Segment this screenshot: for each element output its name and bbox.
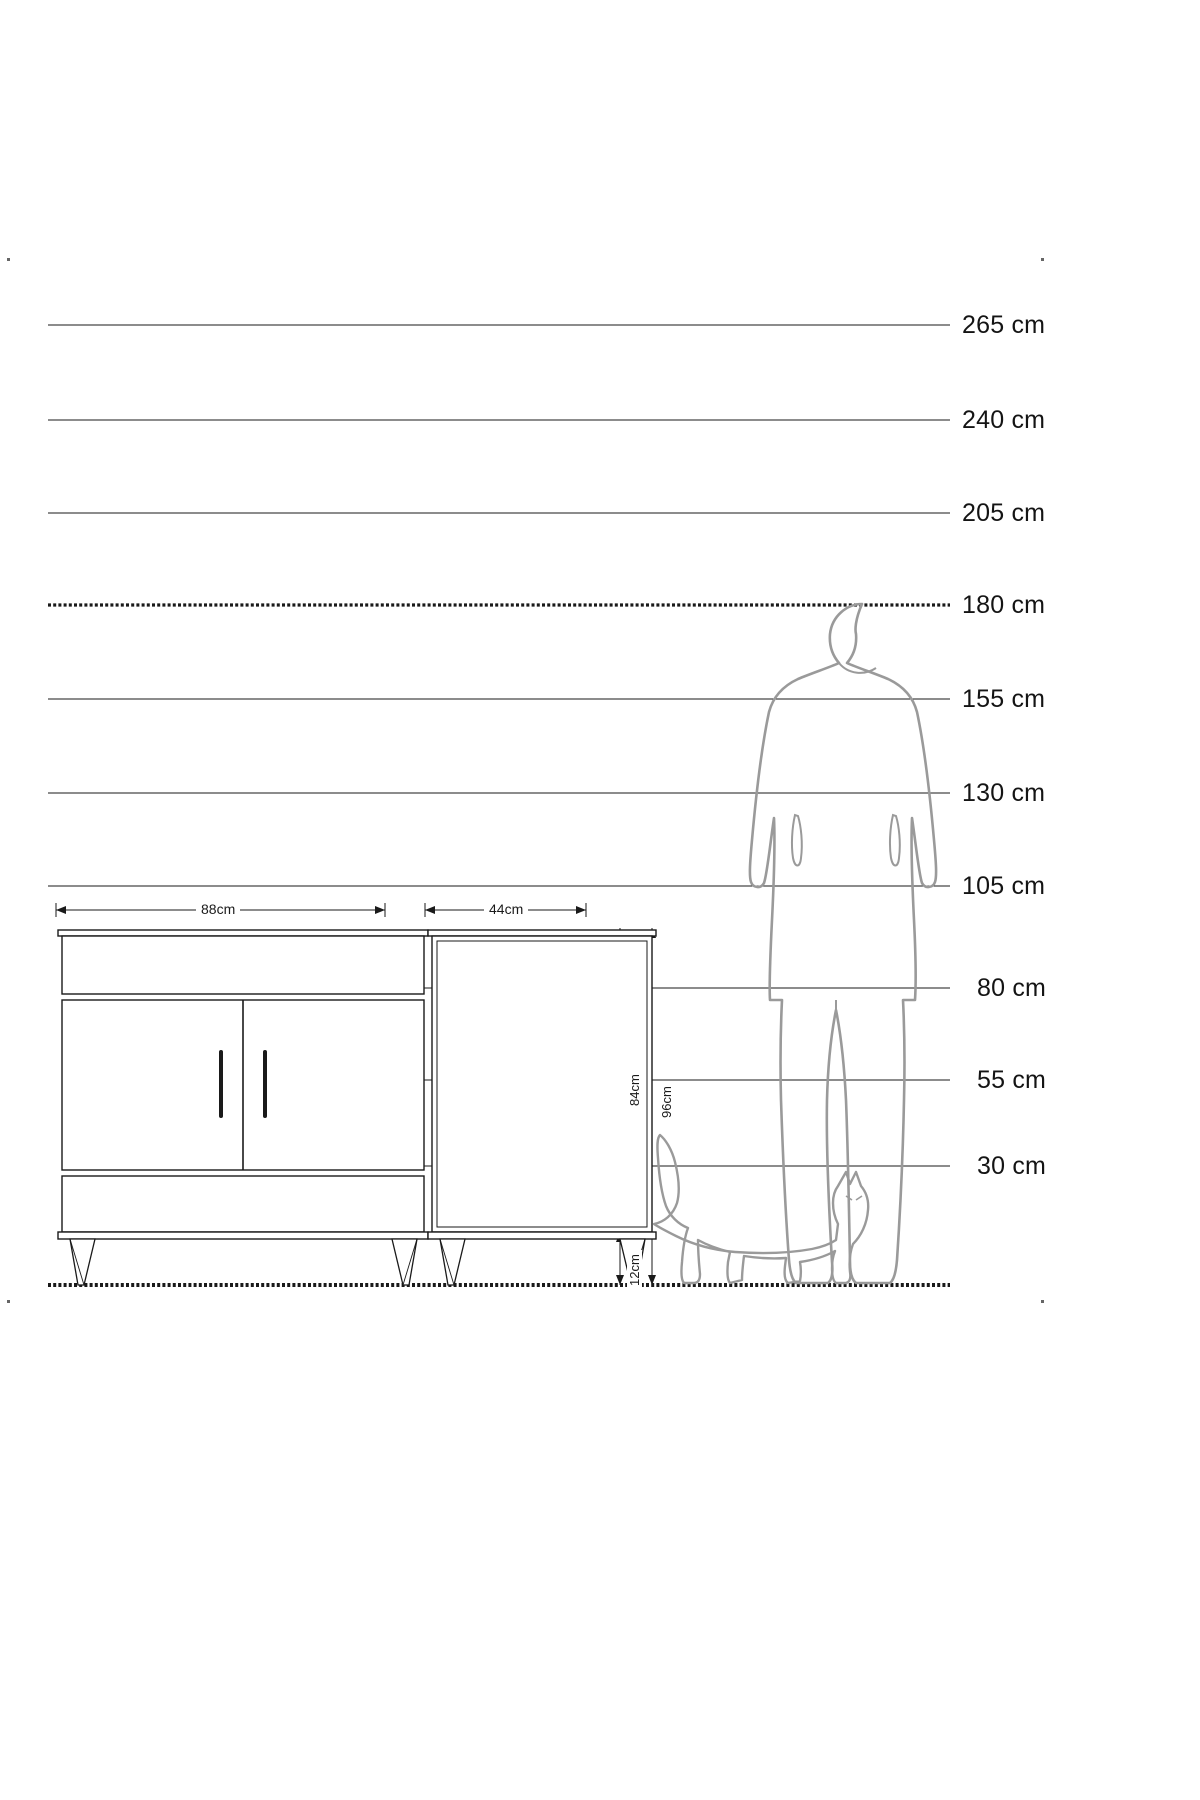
cat-silhouette bbox=[654, 1135, 868, 1283]
sideboard-88cm bbox=[58, 930, 428, 1285]
scale-label-55: 55 cm bbox=[977, 1066, 1047, 1094]
scale-label-180: 180 cm bbox=[962, 591, 1046, 619]
width-dimension-label-44: 44cm bbox=[484, 901, 528, 917]
scale-label-80: 80 cm bbox=[977, 974, 1047, 1002]
door-handle-right bbox=[263, 1050, 267, 1118]
scale-label-130: 130 cm bbox=[962, 779, 1046, 807]
leg-right bbox=[392, 1239, 417, 1285]
scale-label-205: 205 cm bbox=[962, 499, 1046, 527]
scale-label-30: 30 cm bbox=[977, 1152, 1047, 1180]
registration-dot-top-right bbox=[1041, 258, 1044, 261]
man-silhouette bbox=[750, 604, 936, 1283]
registration-dot-bottom-left bbox=[7, 1300, 10, 1303]
door-handle-left bbox=[219, 1050, 223, 1118]
scale-label-105: 105 cm bbox=[962, 872, 1046, 900]
scale-label-240: 240 cm bbox=[962, 406, 1046, 434]
width-dimension-label-88: 88cm bbox=[196, 901, 240, 917]
registration-dot-bottom-right bbox=[1041, 1300, 1044, 1303]
registration-dot-top-left bbox=[7, 258, 10, 261]
scale-label-265: 265 cm bbox=[962, 311, 1046, 339]
leg-left bbox=[70, 1239, 95, 1285]
height-dimension-label-84: 84cm bbox=[627, 1070, 642, 1110]
height-dimension-label-96: 96cm bbox=[659, 1082, 674, 1122]
scale-label-155: 155 cm bbox=[962, 685, 1046, 713]
cabinet-44cm bbox=[428, 930, 656, 1285]
leg-left bbox=[440, 1239, 465, 1285]
height-dimension-label-12: 12cm bbox=[627, 1250, 642, 1290]
